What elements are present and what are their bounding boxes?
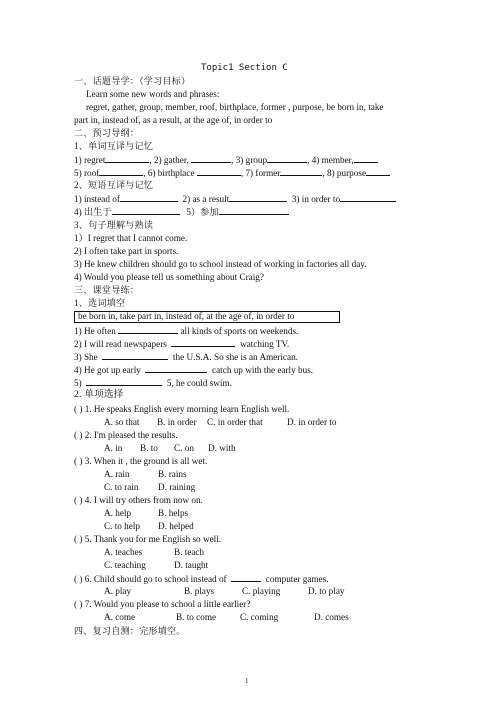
phrase-row-1: 1) instead of 2) as a result 3) in order to [74,193,396,205]
answer-blank[interactable] [105,154,149,163]
section-3-heading: 三、课堂导练： [74,285,140,295]
answer-blank[interactable] [86,377,162,386]
option[interactable]: C. coming [240,612,279,622]
vocab-list-line-1: regret, gather, group, member, roof, birthplace, former , purpose, be born in, take [86,102,384,112]
answer-blank[interactable] [102,351,168,360]
option[interactable]: A. teaches [104,547,143,557]
option[interactable]: D. in order to [287,417,337,427]
subsection-2-1-heading: 1、单词互译与记忆 [74,141,154,151]
option[interactable]: C. to help [104,521,140,531]
sentence-3: 3) He knew children should go to school instead of working in factories all day. [74,259,367,269]
question-4: ( ) 4. I will try others from now on. [74,495,203,505]
fill-5: 5) 5, he could swim. [74,378,232,388]
option[interactable]: B. to [140,443,158,453]
section-1-intro: Learn some new words and phrases: [86,89,220,99]
option[interactable]: A. come [104,612,136,622]
option[interactable]: C. on [174,443,194,453]
answer-blank[interactable] [145,364,207,373]
subsection-2-2-heading: 2、短语互译与记忆 [74,180,154,190]
option[interactable]: B. in order [157,417,197,427]
option[interactable]: A. play [104,586,132,596]
option[interactable]: B. plays [184,586,215,596]
question-3: ( ) 3. When it , the ground is all wet. [74,456,208,466]
answer-blank[interactable] [280,167,322,176]
option[interactable]: D. taught [174,560,209,570]
word-row-1: 1) regret , 2) gather, , 3) group , 4) member, [74,154,378,166]
option[interactable]: B. helps [158,508,189,518]
answer-blank[interactable] [366,167,390,176]
option[interactable]: B. rains [158,469,187,479]
answer-blank[interactable] [118,325,178,334]
answer-blank[interactable] [120,193,178,202]
phrase-row-2: 4) 出生于 5）参加 [74,206,289,218]
vocab-list-line-2: part in, instead of, as a result, at the age of, in order to [74,115,273,125]
option[interactable]: A. help [104,508,132,518]
answer-blank[interactable] [231,573,261,582]
option[interactable]: D. comes [314,612,349,622]
subsection-3-1-heading: 1、选词填空 [74,298,126,308]
answer-blank[interactable] [267,154,307,163]
answer-blank[interactable] [171,338,235,347]
option[interactable]: D. with [208,443,236,453]
answer-blank[interactable] [112,206,180,215]
answer-blank[interactable] [197,167,241,176]
fill-1: 1) He often all kinds of sports on weekends. [74,326,299,336]
section-2-heading: 二、预习导纲： [74,128,140,138]
fill-2: 2) I will read newspapers watching TV. [74,339,290,349]
option[interactable]: B. to come [176,612,217,622]
option[interactable]: A. in [104,443,123,453]
word-row-2: 5) roof , 6) birthplace , 7) former , 8) purpose [74,167,390,179]
option[interactable]: C. in order that [207,417,263,427]
question-6: ( ) 6. Child should go to school instead of computer games. [74,574,329,584]
answer-blank[interactable] [340,193,396,202]
option[interactable]: D. to play [308,586,345,596]
answer-blank[interactable] [229,193,287,202]
question-2: ( ) 2. I'm pleased the results. [74,430,178,440]
option[interactable]: A. rain [104,469,130,479]
option[interactable]: C. teaching [104,560,146,570]
page-title: Topic1 Section C [201,63,288,73]
answer-blank[interactable] [99,167,143,176]
answer-blank[interactable] [354,154,378,163]
option[interactable]: A. so that [104,417,140,427]
subsection-2-3-heading: 3、句子理解与熟读 [74,220,154,230]
question-7: ( ) 7. Would you please to school a little earlier? [74,599,251,609]
section-1-heading: 一、话题导学：（学习目标） [74,76,191,86]
word-bank-text: be born in, take part in, instead of, at the age of, in order to [78,311,295,321]
question-1: ( ) 1. He speaks English every morning learn English well. [74,404,290,414]
answer-blank[interactable] [219,206,289,215]
option[interactable]: D. raining [158,482,196,492]
section-4-heading: 四、复习自测：完形填空。 [74,626,186,636]
subsection-3-2-heading: 2. 单项选择 [74,390,124,400]
answer-blank[interactable] [191,154,231,163]
option[interactable]: C. to rain [104,482,139,492]
sentence-4: 4) Would you please tell us something about Craig? [74,272,264,282]
sentence-2: 2) I often take part in sports. [74,246,179,256]
question-5: ( ) 5. Thank you for me English so well. [74,534,222,544]
fill-3: 3) She the U.S.A. So she is an American. [74,352,298,362]
option[interactable]: D. helped [158,521,194,531]
option[interactable]: C. playing [242,586,281,596]
page-number: 1 [245,677,249,685]
fill-4: 4) He got up early catch up with the early bus. [74,365,314,375]
sentence-1: 1）I regret that I cannot come. [74,233,188,243]
option[interactable]: B. teach [174,547,205,557]
